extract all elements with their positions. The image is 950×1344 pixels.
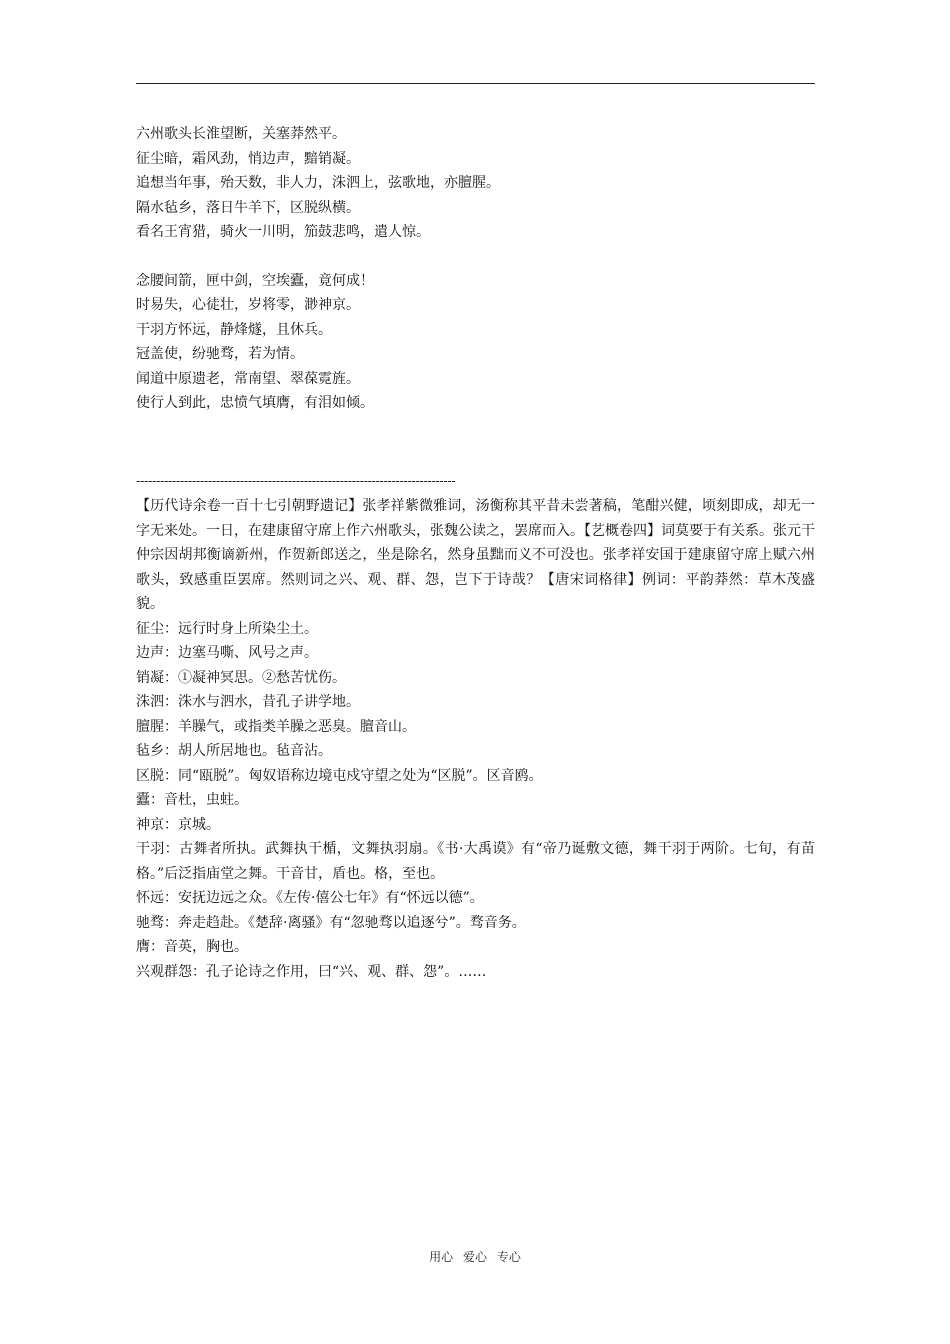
commentary-paragraph: 【历代诗余卷一百十七引朝野遗记】张孝祥紫微雅词，汤衡称其平昔未尝著稿，笔酣兴健，顷刻即成，却无一字无来处。一日，在建康留守席上作六州歌头，张魏公读之，罢席而入。【艺概卷四】词莫要于有关系。张元干仲宗因胡邦衡谪新州，作贺新郎送之，坐是除名，然身虽黜而义不可没也。张孝祥安国于建康留守席上赋六州歌头，致感重臣罢席。然则词之兴、观、群、怨，岂下于诗哉？【唐宋词格律】例词：平韵莽然：草木茂盛貌。 — [136, 498, 815, 612]
poem-line: 追想当年事，殆天数，非人力，洙泗上，弦歌地，亦膻腥。 — [136, 175, 500, 191]
footer-word: 用心 — [429, 1250, 454, 1264]
note-item: 边声：边塞马嘶、风号之声。 — [136, 645, 318, 661]
poem-line: 六州歌头长淮望断，关塞莽然平。 — [136, 126, 346, 142]
note-item: 膺：音英，胸也。 — [136, 939, 248, 955]
note-item: 区脱：同“瓯脱”。匈奴语称边境屯戍守望之处为“区脱”。区音鸥。 — [136, 767, 543, 784]
poem-line: 念腰间箭，匣中剑，空埃蠹，竟何成！ — [136, 272, 374, 289]
poem-line: 隔水毡乡，落日牛羊下，区脱纵横。 — [136, 199, 360, 216]
poem-line: 闻道中原遗老，常南望、翠葆霓旌。 — [136, 370, 360, 387]
note-item: 销凝：①凝神冥思。②愁苦忧伤。 — [136, 669, 346, 686]
note-item: 膻腥：羊臊气，或指类羊臊之恶臭。膻音山。 — [136, 718, 416, 735]
poem-line: 时易失，心徒壮，岁将零，渺神京。 — [136, 297, 360, 313]
note-item: 征尘：远行时身上所染尘土。 — [136, 620, 318, 637]
poem — [136, 122, 826, 416]
stanza-gap — [136, 245, 826, 269]
note-item: 洙泗：洙水与泗水，昔孔子讲学地。 — [136, 694, 360, 710]
page-footer — [0, 1248, 950, 1265]
note-item: 毡乡：胡人所居地也。毡音沾。 — [136, 743, 332, 759]
footer-word: 爱心 — [462, 1250, 487, 1264]
header-rule — [136, 83, 815, 84]
poem-line: 使行人到此，忠愤气填膺，有泪如倾。 — [136, 395, 374, 411]
note-item: 驰骛：奔走趋赴。《楚辞·离骚》有“忽驰骛以追逐兮”。骛音务。 — [136, 914, 526, 931]
poem-line: 干羽方怀远，静烽燧，且休兵。 — [136, 321, 332, 338]
dashed-separator: -------------------------------------------------------------------------------- — [136, 474, 456, 489]
poem-line: 看名王宵猎，骑火一川明，笳鼓悲鸣，遣人惊。 — [136, 224, 430, 240]
annotations — [136, 494, 815, 984]
poem-line: 冠盖使，纷驰骛，若为情。 — [136, 346, 304, 362]
note-item: 干羽：古舞者所执。武舞执干楯，文舞执羽扇。《书·大禹谟》有“帝乃诞敷文德，舞干羽于两阶。七旬，有苗格。”后泛指庙堂之舞。干音甘，盾也。格，至也。 — [136, 841, 815, 882]
note-item: 怀远：安抚边远之众。《左传·僖公七年》有“怀远以德”。 — [136, 890, 484, 906]
note-item: 兴观群怨：孔子论诗之作用，曰“兴、观、群、怨”。…… — [136, 963, 487, 980]
note-item: 神京：京城。 — [136, 816, 220, 833]
poem-line: 征尘暗，霜风劲，悄边声，黯销凝。 — [136, 150, 360, 167]
note-item: 蠹：音杜，虫蛀。 — [136, 792, 248, 808]
footer-word: 专心 — [496, 1250, 521, 1264]
